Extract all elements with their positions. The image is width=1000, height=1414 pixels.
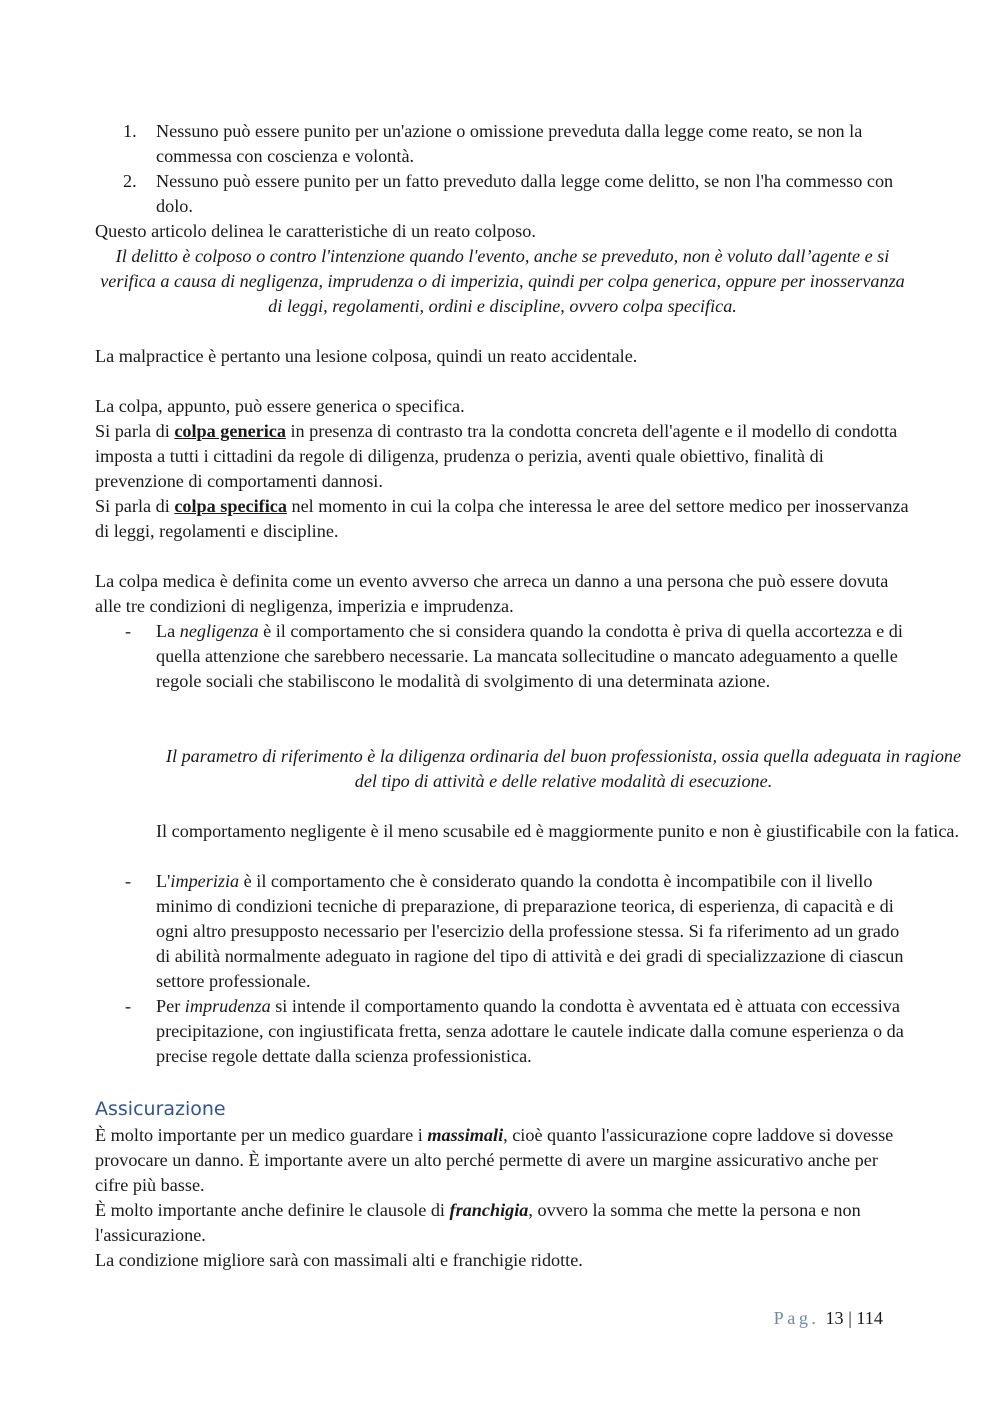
list-item-text: Nessuno può essere punito per un'azione o omissione preveduta dalla legge come reato, se non la commessa con coscienza e volontà. [156, 121, 863, 166]
colpa-generica-paragraph [95, 419, 910, 494]
conclusion-paragraph: La condizione migliore sarà con massimali alti e franchigie ridotte. [95, 1250, 583, 1270]
intro-paragraph: Questo articolo delinea le caratteristiche di un reato colposo. [95, 221, 536, 241]
colpa-section [95, 394, 910, 544]
page-label: Pag. [773, 1308, 820, 1328]
dash-marker: - [125, 996, 132, 1016]
list-item [95, 119, 910, 169]
franchigia-term: franchigia [449, 1200, 529, 1220]
colpa-specifica-paragraph [95, 494, 910, 544]
list-item-imprudenza [95, 994, 910, 1069]
numbered-list [95, 119, 910, 219]
negligenza-text: è il comportamento che si considera quando la condotta è priva di quella accortezza e di quella attenzione che sarebbero necessarie. La mancata sollecitudine o mancato adeguamento a quelle regole sociali che stabiliscono le modalità di svolgimento di una determinata azione. [156, 621, 903, 691]
imprudenza-text: si intende il comportamento quando la condotta è avventata ed è attuata con eccessiva precipitazione, con ingiustificata fretta, senza adottare le cautele indicate dalla comune esperienza o da precise regole dettate dalla scienza professionistica. [156, 996, 904, 1066]
malpractice-paragraph: La malpractice è pertanto una lesione colposa, quindi un reato accidentale. [95, 346, 638, 366]
massimali-term: massimali [427, 1125, 504, 1145]
colpa-generica-term: colpa generica [174, 421, 286, 441]
imperizia-term: imperizia [170, 871, 240, 891]
list-marker: 1. [123, 121, 137, 141]
article-quote: Il delitto è colposo o contro l'intenzione quando l'evento, anche se preveduto, non è voluto dall’agente e si verifica a causa di negligenza, imprudenza o di imperizia, quindi per colpa generica, oppure per inosservanza di leggi, regolamenti, ordini e discipline, ovvero colpa specifica. [100, 246, 905, 316]
colpa-specifica-text: nel momento in cui la colpa che interessa le aree del settore medico per inosservanza di leggi, regolamenti e discipline. [95, 496, 909, 541]
imprudenza-term: imprudenza [184, 996, 271, 1016]
franchigia-paragraph [95, 1198, 910, 1248]
section-heading: Assicurazione [95, 1098, 226, 1120]
negligenza-note: Il comportamento negligente è il meno scusabile ed è maggiormente punito e non è giustificabile con la fatica. [156, 821, 960, 841]
page-current: 13 [825, 1308, 844, 1328]
imperizia-text: è il comportamento che è considerato quando la condotta è incompatibile con il livello minimo di condizioni tecniche di preparazione, di preparazione teorica, di esperienza, di capacità e di ogni altro presupposto necessario per l'esercizio della professione stessa. Si fa riferimento ad un grado di abilità normalmente adeguato in ragione del tipo di attività e dei gradi di specializzazione di ciascun settore professionale. [156, 871, 904, 991]
massimali-prefix: È molto importante per un medico guardare i [95, 1125, 428, 1145]
massimali-paragraph [95, 1123, 910, 1198]
franchigia-prefix: È molto importante anche definire le clausole di [95, 1200, 450, 1220]
assicurazione-section [95, 1123, 910, 1273]
colpa-types-list [95, 869, 910, 1069]
franchigia-text: , ovvero la somma che mette la persona e non l'assicurazione. [95, 1200, 861, 1245]
list-item [95, 169, 910, 219]
list-marker: 2. [123, 171, 137, 191]
massimali-text: , cioè quanto l'assicurazione copre laddove si dovesse provocare un danno. È importante avere un alto perché permette di avere un margine assicurativo anche per cifre più basse. [95, 1125, 894, 1195]
list-item-text: Nessuno può essere punito per un fatto preveduto dalla legge come delitto, se non l'ha commesso con dolo. [156, 171, 894, 216]
negligenza-quote: Il parametro di riferimento è la diligenza ordinaria del buon professionista, ossia quella adeguata in ragione del tipo di attività e delle relative modalità di esecuzione. [165, 746, 962, 791]
colpa-intro: La colpa, appunto, può essere generica o specifica. [95, 396, 465, 416]
colpa-generica-prefix: Si parla di [95, 421, 175, 441]
colpa-generica-text: in presenza di contrasto tra la condotta concreta dell'agente e il modello di condotta imposta a tutti i cittadini da regole di diligenza, prudenza o perizia, aventi quale obiettivo, finalità di prevenzione di comportamenti dannosi. [95, 421, 898, 491]
colpa-medica-paragraph: La colpa medica è definita come un evento avverso che arreca un danno a una persona che può essere dovuta alle tre condizioni di negligenza, imperizia e imprudenza. [95, 571, 889, 616]
imperizia-prefix: L' [156, 871, 171, 891]
list-item-imperizia [95, 869, 910, 994]
dash-marker: - [125, 871, 132, 891]
dash-marker: - [125, 621, 132, 641]
negligenza-term: negligenza [179, 621, 259, 641]
colpa-specifica-prefix: Si parla di [95, 496, 175, 516]
imprudenza-prefix: Per [156, 996, 185, 1016]
negligenza-prefix: La [156, 621, 180, 641]
list-item-negligenza [95, 619, 910, 694]
page-separator: | [848, 1308, 852, 1328]
page-footer [700, 1306, 883, 1331]
page-total: 114 [856, 1308, 883, 1328]
negligenza-list [95, 619, 910, 694]
colpa-specifica-term: colpa specifica [174, 496, 287, 516]
